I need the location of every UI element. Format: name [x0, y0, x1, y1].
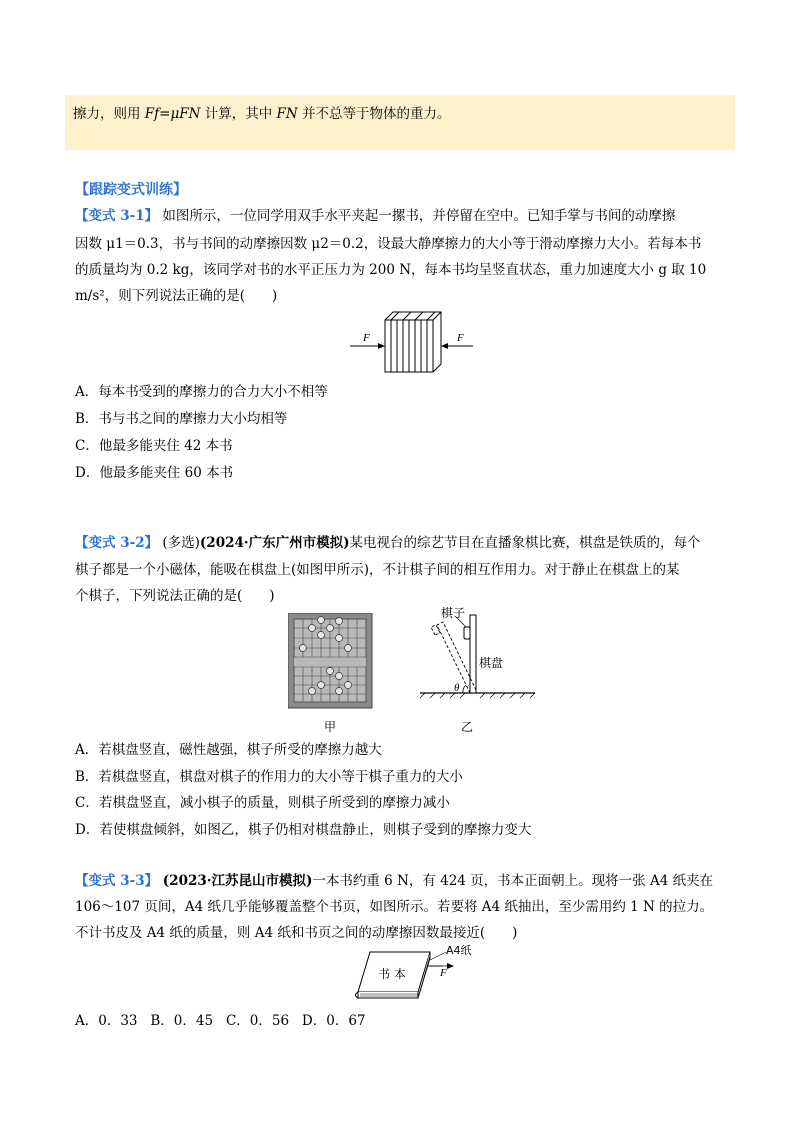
question-text: 某电视台的综艺节目在直播象棋比赛，棋盘是铁质的，每个 [349, 535, 701, 551]
note-text-part: 并不总等于物体的重力。 [297, 106, 451, 122]
question-tag: 【变式 3-3】 [75, 873, 159, 889]
q2-option-c: C．若棋盘竖直，减小棋子的质量，则棋子所受到的摩擦力减小 [75, 795, 450, 811]
q1-option-d: D．他最多能夹住 60 本书 [75, 465, 234, 481]
section-title: 【跟踪变式训练】 [75, 182, 187, 198]
question-3-1-line-1 [75, 206, 675, 226]
q2-option-a: A．若棋盘竖直，磁性越强，棋子所受的摩擦力越大 [75, 742, 382, 758]
multi-select-marker: (多选) [158, 535, 200, 551]
question-3-1-line-4: m/s²，则下列说法正确的是( ) [75, 288, 278, 304]
pull-force-label: F [440, 967, 447, 979]
force-label-right: F [457, 332, 464, 344]
normal-force-symbol: FN [276, 106, 298, 122]
label-chess-board: 棋盘 [479, 656, 504, 670]
q1-option-c: C．他最多能夹住 42 本书 [75, 438, 233, 454]
question-3-1-line-2: 因数 μ1＝0.3，书与书间的动摩擦因数 μ2＝0.2，设最大静摩擦力的大小等于滑动摩擦力大小。若每本书 [75, 236, 702, 252]
question-source: (2024·广东广州市模拟) [199, 535, 350, 551]
angle-theta-label: θ [454, 682, 460, 694]
chess-piece-icon [464, 627, 470, 639]
question-3-2-line-2: 棋子都是一个小磁体，能吸在棋盘上(如图甲所示)，不计棋子间的相互作用力。对于静止在棋盘上的某 [75, 562, 680, 578]
friction-formula: Ff=μFN [144, 106, 201, 122]
arrow-right-icon [378, 343, 385, 349]
question-3-3-line-1 [75, 871, 713, 891]
question-3-2-line-1 [75, 533, 700, 553]
a4-paper-label: A4纸 [446, 944, 472, 957]
question-tag: 【变式 3-1】 [75, 208, 159, 224]
summary-note-box [65, 95, 735, 150]
q3-options: A．0．33 B．0．45 C．0．56 D．0．67 [75, 1013, 366, 1029]
note-text-part: 计算，其中 [200, 106, 277, 122]
force-label-left: F [363, 332, 370, 344]
q1-option-b: B．书与书之间的摩擦力大小均相等 [75, 411, 288, 427]
question-source: (2023·江苏昆山市模拟) [158, 873, 313, 889]
question-text: 一本书约重 6 N，有 424 页，书本正面朝上。现将一张 A4 纸夹在 [312, 873, 714, 889]
books-clamped-figure [345, 308, 475, 378]
question-3-3-line-3: 不计书皮及 A4 纸的质量，则 A4 纸和书页之间的动摩擦因数最接近( ) [75, 925, 518, 941]
q1-option-a: A．每本书受到的摩擦力的合力大小不相等 [75, 384, 328, 400]
arrow-right-icon [447, 963, 454, 969]
q2-option-b: B．若棋盘竖直，棋盘对棋子的作用力的大小等于棋子重力的大小 [75, 769, 463, 785]
question-3-1-line-3: 的质量均为 0.2 kg，该同学对书的水平正压力为 200 N，每本书均呈竖直状态，重力加速度大小 g 取 10 [75, 262, 707, 278]
book-label: 书 本 [378, 967, 406, 981]
q2-option-d: D．若使棋盘倾斜，如图乙，棋子仍相对棋盘静止，则棋子受到的摩擦力变大 [75, 822, 532, 838]
figure-label-jia: 甲 [323, 720, 337, 734]
figure-label-yi: 乙 [460, 720, 474, 734]
arrow-left-icon [441, 343, 448, 349]
question-text: 如图所示，一位同学用双手水平夹起一摞书，并停留在空中。已知手掌与书间的动摩擦 [158, 208, 676, 224]
chess-board-photo [288, 613, 373, 738]
question-3-3-line-2: 106～107 页间，A4 纸几乎能够覆盖整个书页，如图所示。若要将 A4 纸抽出，至少需用约 1 N 的拉力。 [75, 899, 714, 915]
book-a4-paper-figure [350, 942, 480, 1004]
label-chess-piece: 棋子 [441, 606, 466, 620]
summary-note-text [73, 102, 451, 122]
question-tag: 【变式 3-2】 [75, 535, 159, 551]
question-3-2-line-3: 个棋子，下列说法正确的是( ) [75, 588, 275, 604]
note-text-part: 擦力，则用 [73, 106, 145, 122]
tilted-board-diagram [415, 605, 540, 740]
